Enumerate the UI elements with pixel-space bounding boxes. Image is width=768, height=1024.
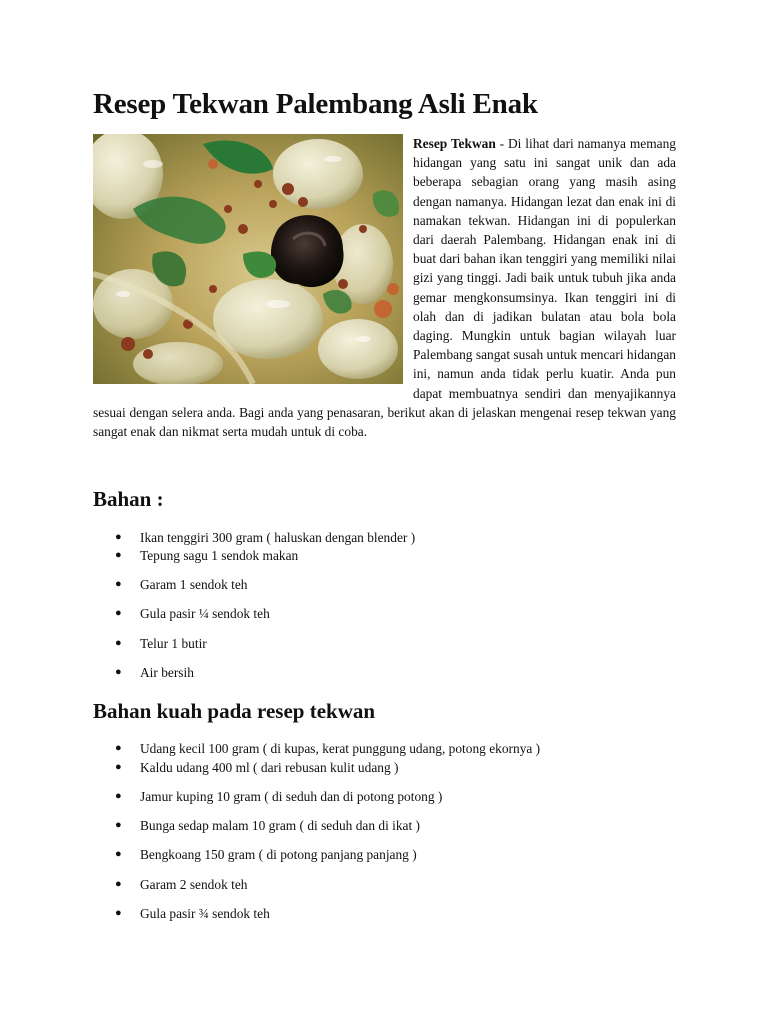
bullet-icon: ● — [115, 848, 122, 860]
section-heading-bahan: Bahan : — [93, 487, 164, 511]
bullet-icon: ● — [115, 549, 122, 561]
bullet-icon: ● — [115, 819, 122, 831]
page-title: Resep Tekwan Palembang Asli Enak — [93, 88, 538, 120]
bullet-icon: ● — [115, 761, 122, 773]
bullet-icon: ● — [115, 790, 122, 802]
bullet-icon: ● — [115, 666, 122, 678]
bullet-icon: ● — [115, 607, 122, 619]
bullet-icon: ● — [115, 531, 122, 543]
document-page: Resep Tekwan Palembang Asli Enak Resep Tekwan - Di lihat dari namanya memang hidangan yang satu ini sangat unik dan ada beberapa sebagian orang yang masih asing dengan namanya. Hidangan lezat dan enak ini di namakan tekwan. Hidangan ini di populerkan dari daerah Palembang. Hidangan enak ini di buat dari bahan ikan tenggiri yang memiliki nilai gizi yang tinggi. Jadi baik untuk tubuh jika anda gemar mengkonsumsinya. Ikan tenggiri ini di olah dan di jadikan bulatan atau bola bola daging. Mungkin untuk bagian wilayah luar Palembang sangat susah untuk mencari hidangan ini, namun anda tidak perlu kuatir. Anda pun dapat membuatnya sendiri dan menyajikannya sesuai dengan selera anda. Bagi anda yang penasaran, berikut akan di jelaskan mengenai resep tekwan yang sangat enak dan nikmat serta mudah untuk di coba. Bahan : ● Ikan tenggiri 300 gram ( haluskan dengan blender ) ● Tepung sagu 1 sendok makan ● Garam 1 sendok teh ● Gula pasir ¼ sendok teh ● Telur 1 butir ● Air bersih Bahan kuah pada resep tekwan ● Udang kecil 100 gram ( di kupas, kerat punggung udang, potong ekornya ) ● Kaldu udang 400 ml ( dari rebusan kulit udang ) ● Jamur kuping 10 gram ( di seduh dan di potong potong ) ● Bunga sedap malam 10 gram ( di seduh dan di ikat ) ● Bengkoang 150 gram ( di potong panjang panjang ) ● Garam 2 sendok teh ● Gula pasir ¾ sendok teh — [0, 0, 768, 1024]
intro-paragraph — [93, 134, 676, 441]
tekwan-photo — [93, 134, 403, 384]
bullet-icon: ● — [115, 878, 122, 890]
bullet-icon: ● — [115, 578, 122, 590]
bullet-icon: ● — [115, 742, 122, 754]
intro-text: - Di lihat dari namanya memang hidangan yang satu ini sangat unik dan ada beberapa sebagian orang yang masih asing dengan namanya. Hidangan lezat dan enak ini di namakan tekwan. Hidangan ini di populerkan dari daerah Palembang. Hidangan enak ini di buat dari bahan ikan tenggiri yang memiliki nilai gizi yang tinggi. Jadi baik untuk tubuh jika anda gemar mengkonsumsinya. Ikan tenggiri ini di olah dan di jadikan bulatan atau bola bola daging. Mungkin untuk bagian wilayah luar Palembang sangat susah untuk mencari hidangan ini, namun anda tidak perlu kuatir. Anda pun dapat membuatnya sendiri dan menyajikannya sesuai dengan selera anda. Bagi anda yang penasaran, berikut akan di jelaskan mengenai resep tekwan yang sangat enak dan nikmat serta mudah untuk di coba. — [93, 136, 676, 440]
section-heading-bahan-kuah: Bahan kuah pada resep tekwan — [93, 699, 376, 723]
intro-lead: Resep Tekwan — [413, 136, 496, 151]
bullet-icon: ● — [115, 637, 122, 649]
bullet-icon: ● — [115, 907, 122, 919]
